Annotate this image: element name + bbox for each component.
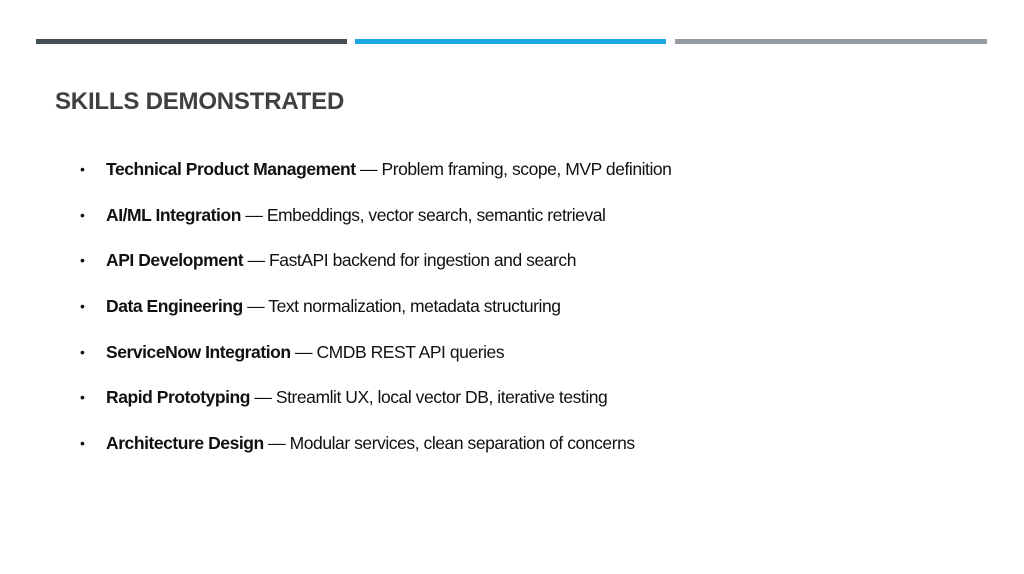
skill-detail: — Streamlit UX, local vector DB, iterative testing: [250, 387, 608, 408]
skill-name: Architecture Design: [106, 433, 264, 454]
list-item: [80, 205, 671, 251]
bullet-icon: •: [80, 435, 85, 452]
bullet-icon: •: [80, 298, 85, 315]
accent-bar-gray: [675, 39, 987, 44]
skill-detail: — CMDB REST API queries: [290, 341, 505, 362]
accent-bar-blue: [355, 39, 666, 44]
bullet-icon: •: [80, 389, 85, 406]
skills-list: [80, 159, 671, 479]
bullet-icon: •: [80, 252, 85, 269]
skill-name: Data Engineering: [106, 296, 243, 317]
accent-bar-dark: [36, 39, 347, 44]
list-item: [80, 387, 671, 433]
list-item: [80, 433, 671, 479]
skill-name: Rapid Prototyping: [106, 387, 251, 408]
list-item: [80, 296, 671, 342]
skill-name: ServiceNow Integration: [106, 341, 291, 362]
list-item: [80, 342, 671, 388]
skill-detail: — Problem framing, scope, MVP definition: [355, 159, 672, 179]
skill-detail: — Text normalization, metadata structuring: [242, 296, 561, 317]
list-item: [80, 159, 671, 205]
bullet-icon: •: [80, 343, 85, 360]
slide-title: SKILLS DEMONSTRATED: [55, 88, 345, 115]
bullet-icon: •: [80, 206, 85, 223]
list-item: [80, 250, 671, 296]
skill-name: API Development: [106, 250, 244, 271]
bullet-icon: •: [80, 161, 85, 177]
skill-detail: — Modular services, clean separation of concerns: [263, 433, 635, 454]
skill-detail: — Embeddings, vector search, semantic retrieval: [240, 204, 606, 225]
skill-name: AI/ML Integration: [106, 204, 241, 225]
skill-detail: — FastAPI backend for ingestion and search: [243, 250, 576, 271]
skill-name: Technical Product Management: [106, 159, 356, 179]
